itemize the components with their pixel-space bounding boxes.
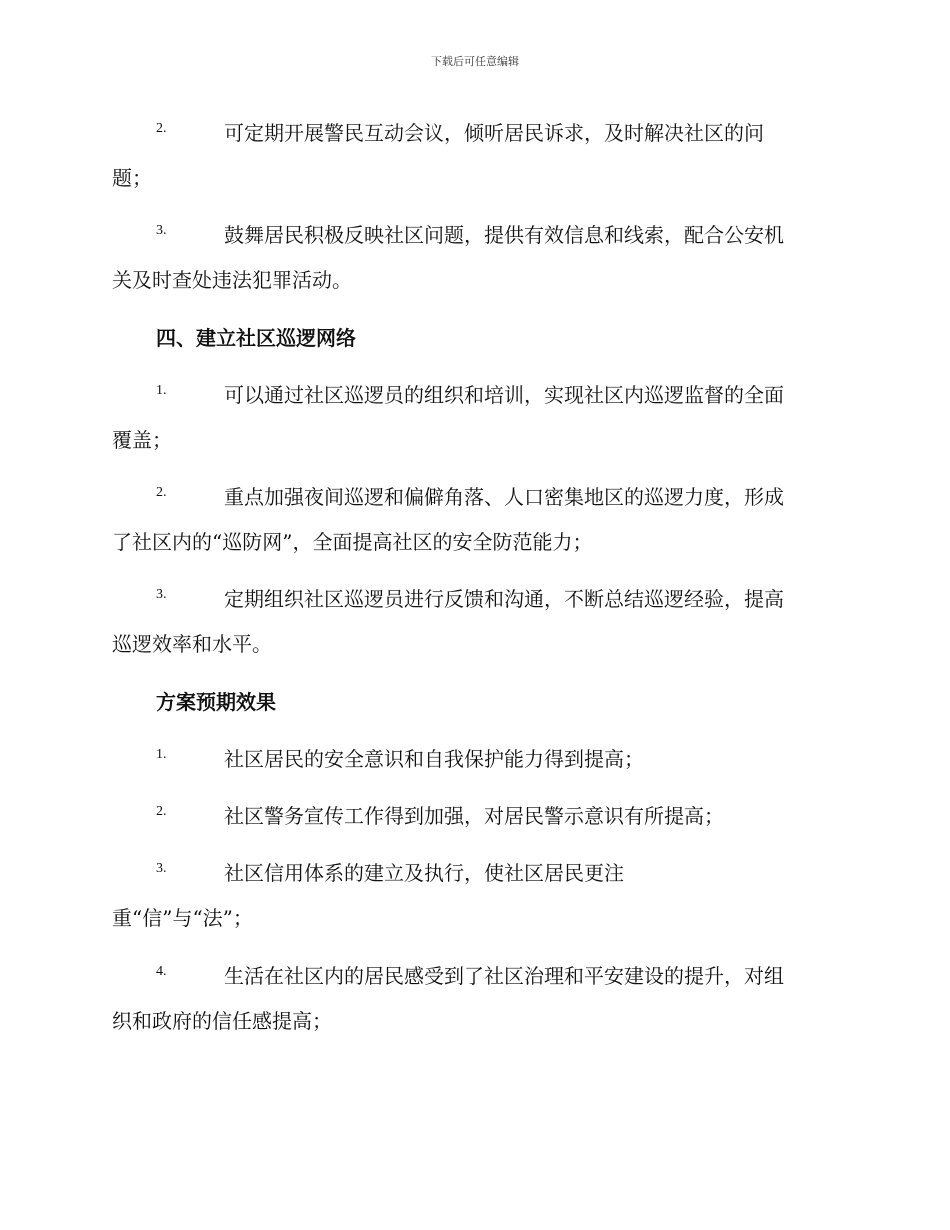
item-text-line2: 了社区内的“巡防网”，全面提高社区的安全防范能力； [112, 530, 593, 554]
item-text-line2: 重“信”与“法”； [112, 906, 253, 930]
item-number: 3. [156, 587, 167, 602]
item-number: 2. [156, 804, 167, 819]
section-heading: 四、建立社区巡逻网络 [156, 326, 356, 350]
section-heading: 方案预期效果 [156, 690, 276, 714]
item-text-line1: 可以通过社区巡逻员的组织和培训，实现社区内巡逻监督的全面 [224, 383, 784, 407]
item-text-line1: 鼓舞居民积极反映社区问题，提供有效信息和线索，配合公安机 [224, 223, 784, 247]
item-text-line1: 社区信用体系的建立及执行，使社区居民更注 [224, 861, 624, 885]
item-number: 4. [156, 964, 167, 979]
item-number: 3. [156, 223, 167, 238]
item-text-line1: 定期组织社区巡逻员进行反馈和沟通，不断总结巡逻经验，提高 [224, 587, 784, 611]
item-number: 1. [156, 383, 167, 398]
item-number: 2. [156, 485, 167, 500]
item-text-line1: 生活在社区内的居民感受到了社区治理和平安建设的提升，对组 [224, 964, 784, 988]
item-number: 1. [156, 747, 167, 762]
item-text-line2: 覆盖； [112, 428, 172, 452]
item-number: 2. [156, 121, 167, 136]
item-text-line2: 题； [112, 166, 152, 190]
item-text-line2: 织和政府的信任感提高； [112, 1009, 332, 1033]
header-note: 下载后可任意编辑 [431, 55, 519, 68]
item-text-line1: 重点加强夜间巡逻和偏僻角落、人口密集地区的巡逻力度，形成 [224, 485, 784, 509]
item-text-line2: 关及时查处违法犯罪活动。 [112, 268, 352, 292]
item-text-line2: 巡逻效率和水平。 [112, 632, 272, 656]
item-text-line1: 社区警务宣传工作得到加强，对居民警示意识有所提高； [224, 804, 724, 828]
item-text-line1: 社区居民的安全意识和自我保护能力得到提高； [224, 747, 644, 771]
item-number: 3. [156, 861, 167, 876]
item-text-line1: 可定期开展警民互动会议，倾听居民诉求，及时解决社区的问 [224, 121, 764, 145]
